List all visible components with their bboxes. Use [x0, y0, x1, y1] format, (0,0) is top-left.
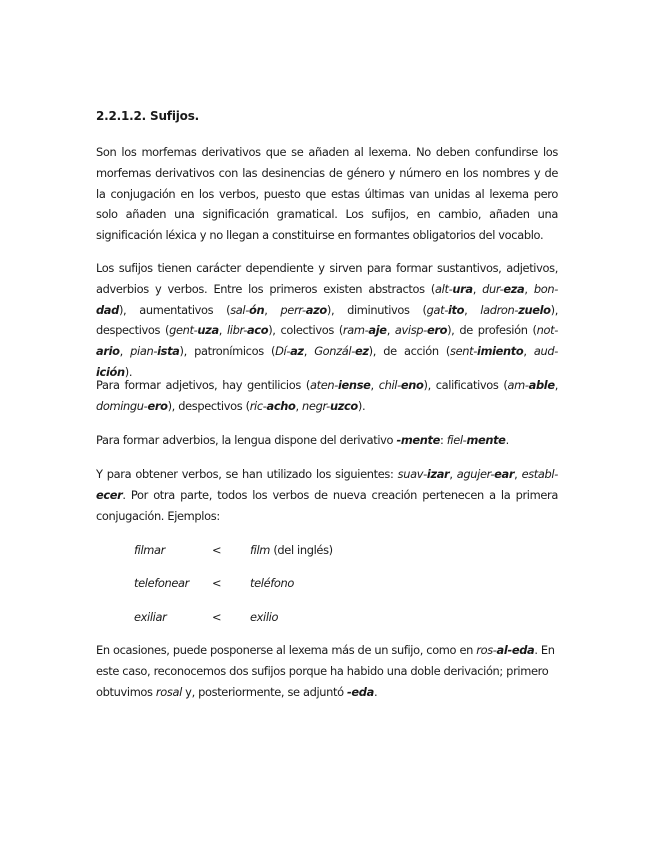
text-run: gent- — [169, 323, 198, 338]
text-run: Dí- — [275, 344, 291, 359]
text-run: , — [449, 467, 457, 481]
text-run: ), despectivos ( — [167, 398, 250, 413]
text-run: ). — [124, 364, 133, 379]
example-sign: < — [212, 576, 222, 590]
text-run: pian- — [130, 344, 158, 359]
text-run: domingu- — [96, 398, 148, 413]
text-run: not- — [536, 323, 558, 338]
text-run: . En este caso, reconocemos dos sufijos porque ha habido una doble derivación; primero obtuvimos — [96, 643, 555, 699]
text-run: , — [386, 323, 395, 338]
text-run: ), de acción ( — [368, 344, 451, 359]
paragraph-verbos — [96, 464, 558, 526]
text-run: ecer — [96, 487, 123, 502]
text-run: able — [528, 378, 555, 392]
example-word: exiliar — [134, 610, 167, 624]
text-run: sent- — [450, 344, 478, 359]
text-run: fiel- — [446, 433, 467, 447]
text-run: ram- — [342, 323, 369, 338]
text-run: chil- — [378, 378, 401, 392]
text-run: izar — [426, 467, 450, 481]
example-origin: teléfono — [250, 576, 295, 590]
paragraph-doble-sufijo — [96, 640, 558, 702]
text-run: , — [119, 344, 131, 359]
text-run: az — [290, 344, 304, 359]
example-sign: < — [212, 543, 222, 557]
text-run: avisp- — [394, 323, 427, 338]
text-run: , — [514, 467, 522, 481]
text-run: ), despectivos ( — [96, 302, 559, 338]
text-run: , — [264, 302, 281, 317]
example-origin: exilio — [250, 610, 279, 624]
text-run: En ocasiones, puede posponerse al lexema más de un sufijo, como en — [96, 643, 477, 657]
text-run: alt- — [435, 281, 453, 296]
text-run: -mente — [396, 433, 440, 447]
text-run: agujer- — [456, 467, 495, 481]
text-run: ), patronímicos ( — [179, 344, 276, 359]
text-run: -eda — [347, 684, 374, 699]
text-run: gat- — [426, 302, 448, 317]
text-run: ero — [147, 398, 168, 413]
text-run: aud- — [533, 344, 558, 359]
text-run: Los sufijos tienen carácter dependiente y sirven para formar sustantivos, adjetivos, adverbios y verbos. Entre los primeros existen abstractos ( — [96, 261, 558, 296]
text-run: ear — [494, 467, 515, 481]
text-run: ric- — [249, 398, 267, 413]
text-run: eda — [511, 643, 535, 657]
example-word: telefonear — [134, 576, 190, 590]
text-run: acho — [266, 398, 296, 413]
text-run: negr- — [302, 398, 330, 413]
text-run: establ- — [521, 467, 559, 481]
paragraph-definition — [96, 142, 558, 246]
text-run: ez — [355, 344, 369, 359]
text-run: , — [524, 281, 534, 296]
text-run: ista — [157, 344, 180, 359]
text-run: . Por otra parte, todos los verbos de nueva creación pertenecen a la primera conjugación. Ejemplos: — [96, 487, 558, 523]
text-run: rosal — [155, 684, 182, 699]
text-run: suav- — [397, 467, 427, 481]
text-run: . — [505, 433, 509, 447]
text-run: dad — [96, 302, 119, 317]
text-run: ). — [357, 398, 366, 413]
text-run: y, posteriormente, se adjuntó — [181, 684, 348, 699]
text-run: ito — [447, 302, 465, 317]
paragraph-sustantivos — [96, 258, 558, 383]
text-run: Gonzál- — [314, 344, 355, 359]
text-run: ros- — [476, 643, 497, 657]
text-run: sal- — [230, 302, 250, 317]
text-run: am- — [507, 378, 529, 392]
text-run: ), aumentativos ( — [118, 302, 231, 317]
text-run: , — [472, 281, 483, 296]
text-run: ), calificativos ( — [423, 378, 508, 392]
text-run: ura — [452, 281, 473, 296]
text-run: Son los morfemas derivativos que se añaden al lexema. No deben confundirse los morfemas derivativos con las desinencias de género y número en los nombres y de la conjugación en los verbos, puesto que estas últimas van unidas al lexema pero solo añaden una significación gramatical. Los sufijos, en cambio, añaden una significación léxica y no llegan a constituirse en formantes obligatorios del vocablo. — [96, 145, 558, 243]
text-run: aten- — [309, 378, 338, 392]
text-run: al- — [496, 643, 512, 657]
example-word: filmar — [134, 543, 165, 557]
text-run: eno — [400, 378, 424, 392]
text-run: iense — [338, 378, 371, 392]
paragraph-adverbios — [96, 430, 558, 451]
text-run: , — [295, 398, 303, 413]
text-run: ón — [249, 302, 265, 317]
paragraph-adjetivos — [96, 375, 558, 417]
example-origin: film (del inglés) — [250, 543, 333, 557]
text-run: : — [439, 433, 447, 447]
example-sign: < — [212, 610, 222, 624]
text-run: uza — [197, 323, 219, 338]
text-run: aco — [246, 323, 269, 338]
text-run: zuelo — [518, 302, 551, 317]
section-heading: 2.2.1.2. Sufijos. — [96, 109, 199, 123]
text-run: libr- — [226, 323, 247, 338]
text-run: , — [554, 378, 558, 392]
text-run: perr- — [280, 302, 306, 317]
text-run: . — [373, 684, 378, 699]
text-run: azo — [305, 302, 327, 317]
text-run: , — [370, 378, 379, 392]
text-run: ladron- — [480, 302, 519, 317]
text-run: eza — [503, 281, 525, 296]
text-run: ero — [426, 323, 448, 338]
text-run: dur- — [482, 281, 504, 296]
text-run: ario — [96, 344, 120, 359]
text-run: Para formar adjetivos, hay gentilicios ( — [96, 378, 310, 392]
text-run: , — [218, 323, 227, 338]
text-run: ), colectivos ( — [268, 323, 343, 338]
text-run: , — [464, 302, 481, 317]
text-run: ), de profesión ( — [447, 323, 537, 338]
text-run: uzco — [329, 398, 358, 413]
text-run: ), diminutivos ( — [326, 302, 427, 317]
text-run: Para formar adverbios, la lengua dispone del derivativo — [96, 433, 397, 447]
text-run: Y para obtener verbos, se han utilizado los siguientes: — [96, 467, 398, 481]
text-run: bon- — [533, 281, 558, 296]
text-run: , — [303, 344, 315, 359]
text-run: imiento — [477, 344, 524, 359]
text-run: aje — [368, 323, 387, 338]
text-run: ición — [96, 364, 125, 379]
text-run: , — [523, 344, 534, 359]
text-run: mente — [466, 433, 506, 447]
